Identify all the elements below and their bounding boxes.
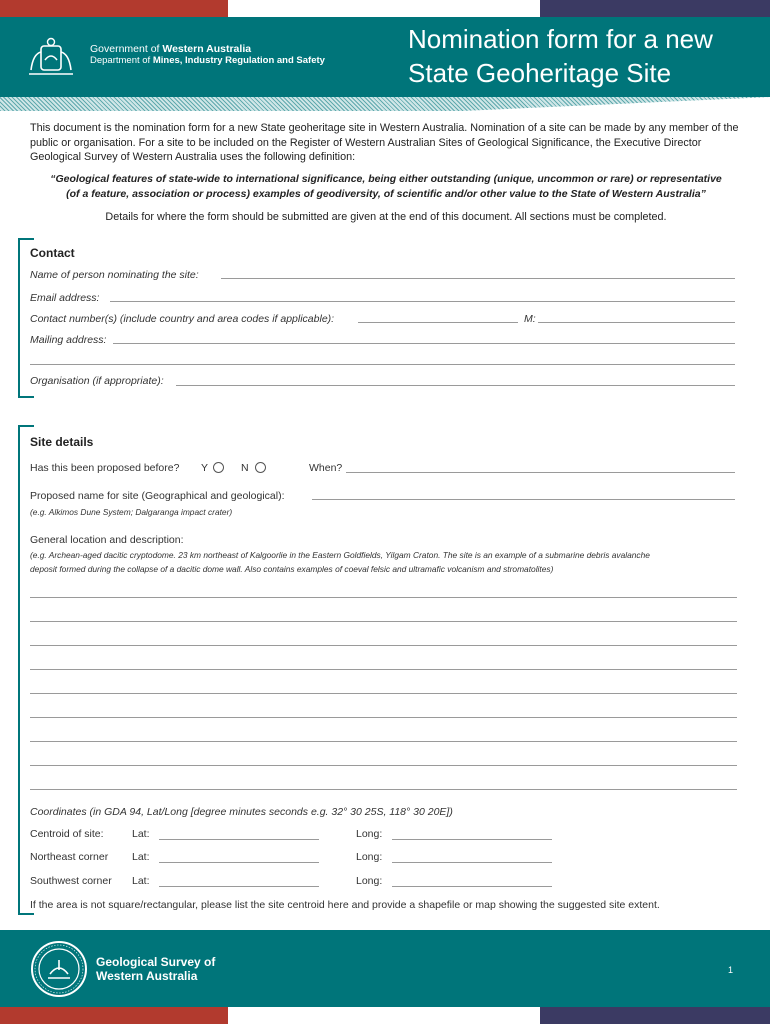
description-line[interactable] — [30, 621, 737, 622]
southwest-long-field[interactable] — [392, 886, 552, 887]
shapefile-note: If the area is not square/rectangular, please list the site centroid here and provide a shapefile or map showing the suggested site extent. — [30, 899, 660, 911]
description-line[interactable] — [30, 693, 737, 694]
southwest-long-label: Long: — [356, 875, 383, 887]
mailing-address-field-line2[interactable] — [30, 364, 735, 365]
contact-number-label: Contact number(s) (include country and area codes if applicable): — [30, 313, 335, 325]
mobile-label: M: — [524, 313, 536, 325]
proposed-before-label: Has this been proposed before? — [30, 462, 180, 474]
government-name: Government of Western Australia — [90, 43, 252, 55]
organisation-label: Organisation (if appropriate): — [30, 375, 164, 387]
centroid-lat-field[interactable] — [159, 839, 319, 840]
top-purple-bar — [540, 0, 770, 17]
coordinates-label: Coordinates (in GDA 94, Lat/Long [degree minutes seconds e.g. 32° 30 25S, 118° 30 20E]) — [30, 806, 453, 818]
northeast-lat-label: Lat: — [132, 851, 150, 863]
description-line[interactable] — [30, 789, 737, 790]
description-line[interactable] — [30, 597, 737, 598]
bottom-purple-bar — [540, 1007, 770, 1024]
site-name-field[interactable] — [312, 499, 735, 500]
no-radio[interactable] — [255, 462, 266, 473]
site-name-label: Proposed name for site (Geographical and geological): — [30, 490, 285, 502]
site-section-title: Site details — [30, 435, 94, 449]
intro-paragraph: This document is the nomination form for a new State geoheritage site in Western Australia. Nomination of a site can be made by any member of the public or organisation. For a site to be included on the Register of Western Australian Sites of Geological Significance, the Executive Director Geological Survey of Western Australia uses the following definition: — [30, 122, 739, 163]
yes-label: Y — [201, 462, 209, 474]
page-title: Nomination form for a new State Geoheritage Site — [408, 24, 713, 88]
contact-number-field[interactable] — [358, 322, 518, 323]
northeast-long-label: Long: — [356, 851, 383, 863]
northeast-lat-field[interactable] — [159, 862, 319, 863]
contact-section-title: Contact — [30, 246, 75, 260]
when-field[interactable] — [346, 472, 735, 473]
nominator-name-field[interactable] — [221, 278, 735, 279]
gswa-seal-icon — [30, 940, 88, 998]
mailing-address-label: Mailing address: — [30, 334, 107, 346]
page-number: 1 — [728, 965, 734, 975]
email-field[interactable] — [110, 301, 735, 302]
centroid-long-field[interactable] — [392, 839, 552, 840]
details-note: Details for where the form should be submitted are given at the end of this document. All sections must be completed. — [105, 211, 667, 223]
department-name: Department of Mines, Industry Regulation and Safety — [90, 55, 325, 66]
description-line[interactable] — [30, 717, 737, 718]
description-line[interactable] — [30, 741, 737, 742]
location-label: General location and description: — [30, 534, 184, 546]
mobile-field[interactable] — [538, 322, 735, 323]
southwest-label: Southwest corner — [30, 875, 112, 887]
footer-org-name: Geological Survey of Western Australia — [96, 955, 216, 983]
centroid-label: Centroid of site: — [30, 828, 104, 840]
bottom-red-bar — [0, 1007, 228, 1024]
when-label: When? — [309, 462, 343, 474]
email-label: Email address: — [30, 292, 100, 304]
wa-crest-icon — [27, 36, 75, 78]
yes-radio[interactable] — [213, 462, 224, 473]
description-line[interactable] — [30, 645, 737, 646]
organisation-field[interactable] — [176, 385, 735, 386]
description-line[interactable] — [30, 669, 737, 670]
centroid-long-label: Long: — [356, 828, 383, 840]
northeast-label: Northeast corner — [30, 851, 109, 863]
mailing-address-field[interactable] — [113, 343, 735, 344]
northeast-long-field[interactable] — [392, 862, 552, 863]
no-label: N — [241, 462, 249, 474]
location-example: (e.g. Archean-aged dacitic cryptodome. 23 km northeast of Kalgoorlie in the Eastern Goldfields, Yilgam Craton. The site is an example of a submarine debris avalanche deposit formed during the collapse of a dacitic dome wall. Also contains examples of coeval felsic and ultramafic volcanism and stromatolites) — [30, 550, 650, 574]
top-red-bar — [0, 0, 228, 17]
header-pattern — [0, 97, 770, 111]
southwest-lat-label: Lat: — [132, 875, 150, 887]
southwest-lat-field[interactable] — [159, 886, 319, 887]
centroid-lat-label: Lat: — [132, 828, 150, 840]
definition-quote: “Geological features of state-wide to international significance, being either outstanding (unique, uncommon or rare) or representative (of a feature, association or process) examples of geodiversity, of scientific and/or other value to the State of Western Australia” — [50, 173, 722, 200]
nominator-name-label: Name of person nominating the site: — [30, 269, 199, 281]
description-line[interactable] — [30, 765, 737, 766]
site-name-example: (e.g. Alkimos Dune System; Dalgaranga impact crater) — [30, 507, 233, 517]
